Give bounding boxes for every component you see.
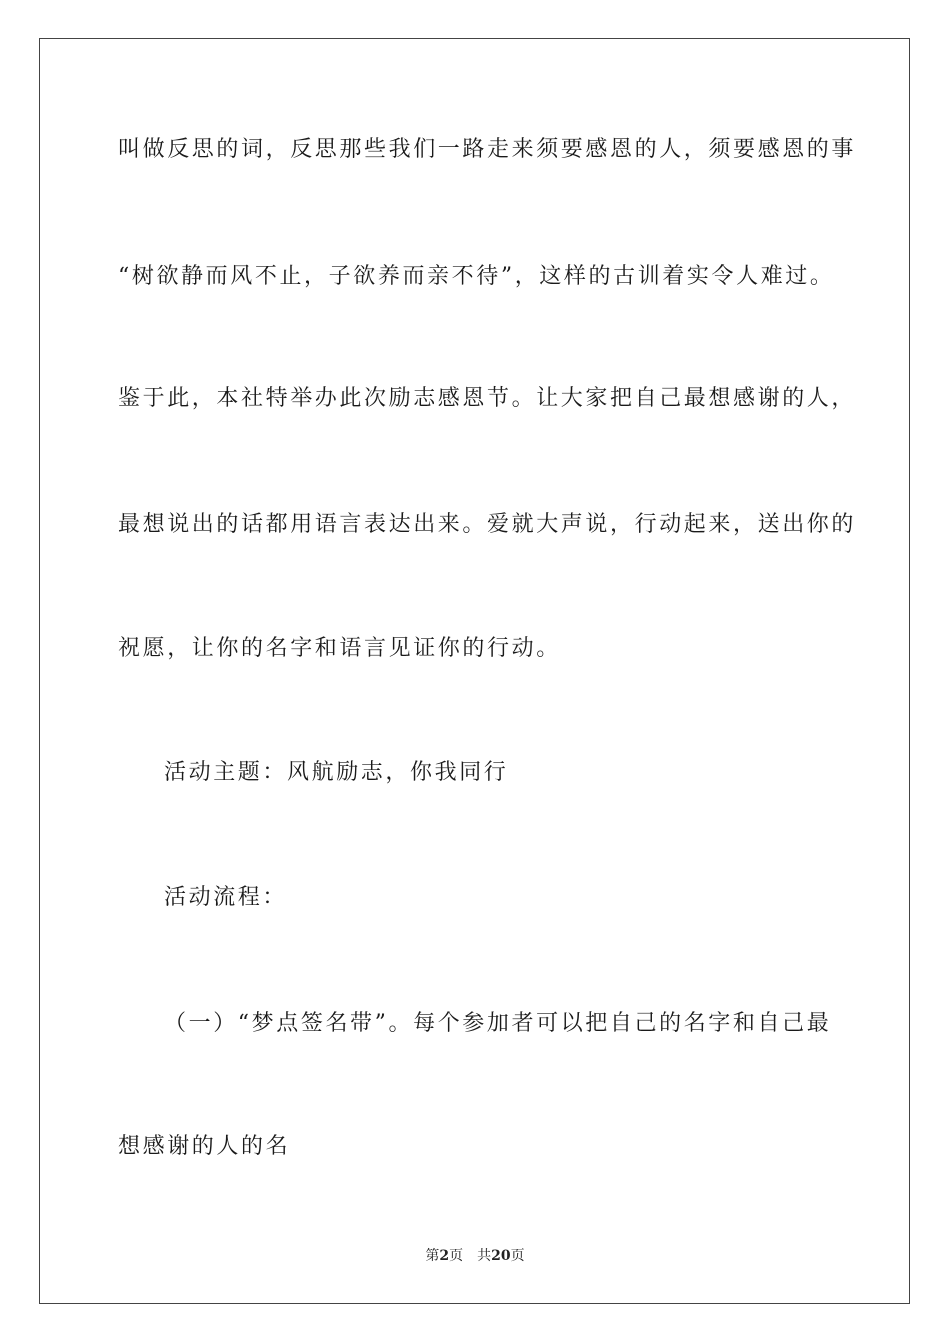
body-text-line-1: 叫做反思的词，反思那些我们一路走来须要感恩的人，须要感恩的事 [118, 137, 857, 162]
body-text-line-5: 祝愿，让你的名字和语言见证你的行动。 [118, 636, 561, 661]
footer-page-prefix: 第 [425, 1248, 440, 1264]
activity-process-heading: 活动流程： [164, 885, 288, 910]
process-step-one-line: （一）“梦点签名带”。每个参加者可以把自己的名字和自己最 [164, 1011, 832, 1036]
process-step-one-continuation: 想感谢的人的名 [118, 1134, 291, 1159]
page-frame [39, 38, 910, 1304]
body-text-line-4: 最想说出的话都用语言表达出来。爱就大声说，行动起来，送出你的 [118, 512, 857, 537]
activity-theme-line: 活动主题：风航励志，你我同行 [164, 760, 509, 785]
footer-total-pages: 20 [491, 1248, 511, 1264]
page-footer [0, 1247, 950, 1265]
footer-total-prefix: 共 [477, 1248, 492, 1264]
footer-current-page: 2 [439, 1248, 450, 1264]
footer-page-suffix: 页 [449, 1248, 464, 1264]
footer-total-suffix: 页 [510, 1248, 525, 1264]
body-text-line-3: 鉴于此，本社特举办此次励志感恩节。让大家把自己最想感谢的人， [118, 386, 857, 411]
body-text-line-2: “树欲静而风不止，子欲养而亲不待”，这样的古训着实令人难过。 [118, 264, 835, 289]
